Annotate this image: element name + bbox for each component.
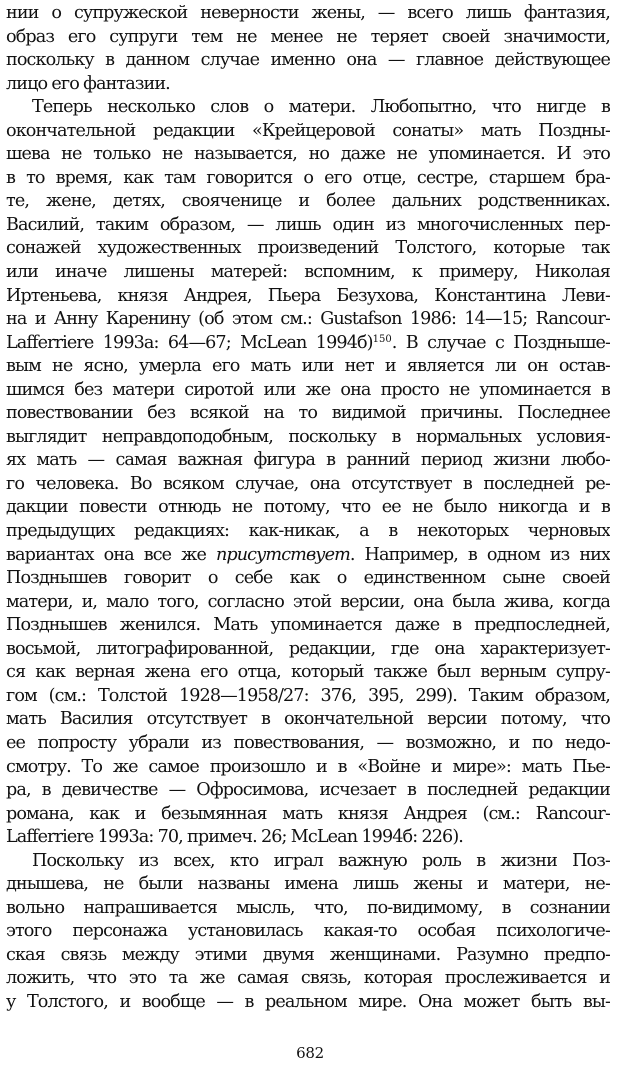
emphasized-word: присутствует [215, 544, 350, 565]
footnote-marker[interactable]: 150 [372, 333, 392, 345]
text-line: Позднышев женился. Мать упоминается даже в предпоследней, [6, 615, 610, 636]
text-line: вым не ясно, умерла его мать или нет и является ли он остав- [6, 356, 610, 377]
text-line: романа, как и безымянная мать князя Андрея (см.: Rancour- [6, 803, 610, 824]
body-text [6, 2, 610, 1015]
text-line: на и Анну Каренину (об этом см.: Gustafson 1986: 14—15; Rancour- [6, 309, 610, 330]
line-text-after-footnote: . В случае с Позднышe- [391, 332, 610, 353]
text-line: выглядит неправдоподобным, поскольку в нормальных условия- [6, 426, 610, 447]
text-line-with-emphasis [6, 544, 610, 568]
text-line: у Толстого, и вообще — в реальном мире. Она может быть вы- [6, 991, 610, 1012]
text-line: восьмой, литографированной, редакции, где она характеризует- [6, 638, 610, 659]
page-number: 682 [296, 1044, 324, 1062]
text-line: ях мать — самая важная фигура в ранний период жизни любо- [6, 450, 610, 471]
text-line: мать Василия отсутствует в окончательной версии потому, что [6, 709, 610, 730]
text-line: ра, в девичестве — Офросимова, исчезает в последней редакции [6, 780, 610, 801]
text-line: вольно напрашивается мысль, что, по-видимому, в сознании [6, 897, 610, 918]
paragraph-first-line: Теперь несколько слов о матери. Любопытно, что нигде в [32, 97, 610, 118]
text-line: Иртеньева, князя Андрея, Пьера Безухова, Константина Леви- [6, 285, 610, 306]
text-line: шимся без матери сиротой или же она просто не упоминается в [6, 379, 610, 400]
text-line: окончательной редакции «Крейцеровой сонаты» мать Поздны- [6, 120, 610, 141]
text-line: ее попросту убрали из повествования, — возможно, и по недо- [6, 732, 610, 753]
text-line-with-footnote [6, 332, 610, 356]
line-text-before-footnote: Lafferriere 1993a: 64—67; McLean 1994б) [6, 332, 373, 353]
text-line: шева не только не называется, но даже не упоминается. И это [6, 144, 610, 165]
text-line: те, жене, детях, свояченице и более дальних родственниках. [6, 191, 610, 212]
text-line: Позднышев говорит о себе как о единственном сыне своей [6, 568, 610, 589]
text-line: нии о супружеской неверности жены, — всего лишь фантазия, [6, 3, 610, 23]
text-line: в то время, как там говорится о его отце, сестре, старшем бра- [6, 167, 610, 188]
text-line: го человека. Во всяком случае, она отсутствует в последней ре- [6, 473, 610, 494]
text-line: гом (см.: Толстой 1928—1958/27: 376, 395, 299). Таким образом, [6, 685, 610, 706]
text-line: этого персонажа установилась какая-то особая психологиче- [6, 921, 610, 942]
text-line: дакции повести отнюдь не потому, что ее не было никогда и в [6, 497, 610, 518]
line-text-before-emphasis: вариантах она все же [6, 544, 216, 565]
text-line: предыдущих редакциях: как-никак, а в некоторых черновых [6, 521, 610, 542]
paragraph-end-line: лицо его фантазии. [6, 73, 170, 94]
text-line: повествовании без всякой на то видимой причины. Последнее [6, 403, 610, 424]
paragraph-first-line: Поскольку из всех, кто играл важную роль в жизни Поз- [32, 850, 610, 871]
text-line: Василий, таким образом, — лишь один из многочисленных пер- [6, 214, 610, 235]
text-line: ся как верная жена его отца, который также был верным супру- [6, 662, 610, 683]
text-line: сонажей художественных произведений Толстого, которые так [6, 238, 610, 259]
text-line: или иначе лишены матерей: вспомним, к примеру, Николая [6, 262, 610, 283]
text-line: смотру. То же самое произошло и в «Войне и мире»: мать Пье- [6, 756, 610, 777]
text-line: днышева, не были названы имена лишь жены и матери, не- [6, 874, 610, 895]
text-line: ложить, что это та же самая связь, которая прослеживается и [6, 968, 610, 989]
paragraph-end-line: Lafferriere 1993a: 70, примеч. 26; McLean 1994б: 226). [6, 827, 463, 848]
text-line: образ его супруги тем не менее не теряет своей значимости, [6, 26, 610, 47]
text-line: ская связь между этими двумя женщинами. Разумно предпо- [6, 944, 610, 965]
text-line: матери, и, мало того, согласно этой версии, она была жива, когда [6, 591, 610, 612]
line-text-after-emphasis: . Например, в одном из них [349, 544, 610, 565]
text-line: поскольку в данном случае именно она — главное действующее [6, 50, 610, 71]
